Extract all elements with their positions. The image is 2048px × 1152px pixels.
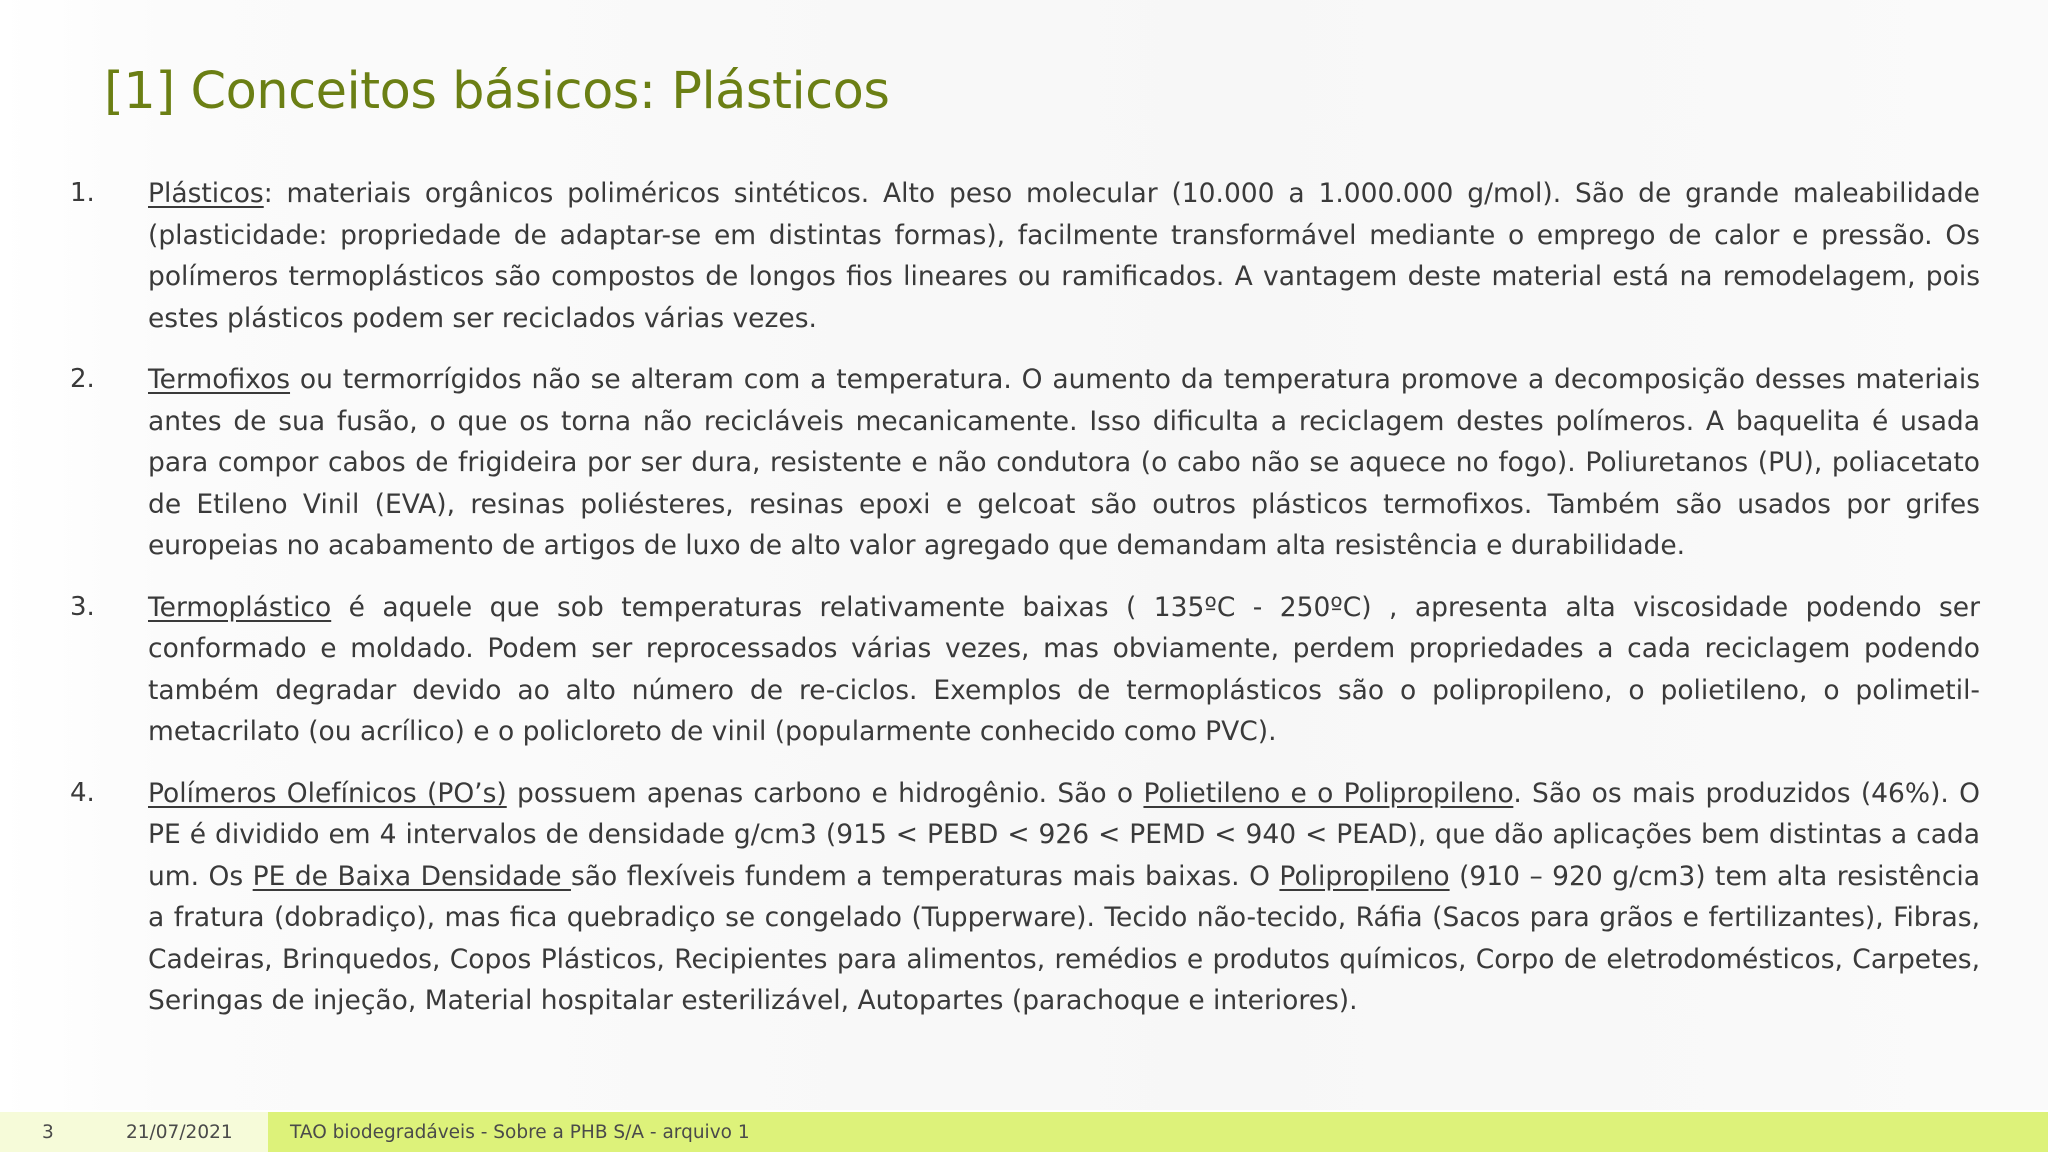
term-termoplastico: Termoplástico [148, 591, 332, 623]
term-pe-baixa-densidade: PE de Baixa Densidade [252, 860, 571, 892]
list-item [70, 359, 1980, 567]
term-termofixos: Termofixos [148, 364, 291, 395]
paragraph-text: são flexíveis fundem a temperaturas mais baixas. O [570, 860, 1280, 892]
list-number: 2. [70, 364, 95, 394]
slide-title: [1] Conceitos básicos: Plásticos [104, 62, 890, 121]
footer-page-number: 3 [42, 1122, 54, 1143]
footer-date: 21/07/2021 [126, 1122, 233, 1143]
paragraph-text: (910 – 920 g/cm3) tem alta resistência a fratura (dobradiço), mas fica quebradiço se congelado (Tupperware). Tecido não-tecido, Ráfia (Sacos para grãos e fertilizantes), Fibras, Cadeiras, Brinquedos, Copos Plásticos, Recipientes para alimentos, remédios e produtos químicos, Corpo de eletrodomésticos, Carpetes, Seringas de injeção, Material hospitalar esterilizável, Autopartes (parachoque e interiores). [148, 860, 1980, 1016]
paragraph-text: : materiais orgânicos poliméricos sintéticos. Alto peso molecular (10.000 a 1.000.000 g/mol). São de grande maleabilidade (plasticidade: propriedade de adaptar-se em distintas formas), facilmente transformável mediante o emprego de calor e pressão. Os polímeros termoplásticos são compostos de longos fios lineares ou ramificados. A vantagem deste material está na remodelagem, pois estes plásticos podem ser reciclados várias vezes. [148, 178, 1980, 334]
list-paragraph [148, 173, 1980, 339]
list-number: 1. [70, 178, 95, 208]
slide-footer [0, 1112, 2048, 1152]
term-polimeros-olefinicos: Polímeros Olefínicos (PO’s) [148, 777, 507, 809]
term-polipropileno: Polipropileno [1279, 860, 1450, 892]
list-item [70, 773, 1980, 1022]
list-paragraph [148, 773, 1980, 1022]
paragraph-text: . São os mais produzidos (46%). O PE é dividido em 4 intervalos de densidade g/cm3 (915 < PEBD < 926 < PEMD < 940 < PEAD), que dão aplicações bem distintas a cada um. Os [148, 777, 1981, 892]
numbered-list [70, 173, 1980, 1042]
list-paragraph [148, 587, 1980, 753]
list-item [70, 173, 1980, 339]
term-polietileno-polipropileno: Polietileno e o Polipropileno [1143, 777, 1514, 809]
paragraph-text: possuem apenas carbono e hidrogênio. São o [506, 777, 1144, 809]
paragraph-text: é aquele que sob temperaturas relativamente baixas ( 135ºC - 250ºC) , apresenta alta viscosidade podendo ser conformado e moldado. Podem ser reprocessados várias vezes, mas obviamente, perdem propriedades a cada reciclagem podendo também degradar devido ao alto número de re-ciclos. Exemplos de termoplásticos são o polipropileno, o polietileno, o polimetil-metacrilato (ou acrílico) e o policloreto de vinil (popularmente conhecido como PVC). [148, 591, 1980, 747]
footer-text: TAO biodegradáveis - Sobre a PHB S/A - arquivo 1 [290, 1122, 750, 1143]
paragraph-text: ou termorrígidos não se alteram com a temperatura. O aumento da temperatura promove a decomposição desses materiais antes de sua fusão, o que os torna não recicláveis mecanicamente. Isso dificulta a reciclagem destes polímeros. A baquelita é usada para compor cabos de frigideira por ser dura, resistente e não condutora (o cabo não se aquece no fogo). Poliuretanos (PU), poliacetato de Etileno Vinil (EVA), resinas poliésteres, resinas epoxi e gelcoat são outros plásticos termofixos. Também são usados por grifes europeias no acabamento de artigos de luxo de alto valor agregado que demandam alta resistência e durabilidade. [148, 364, 1980, 561]
list-number: 3. [70, 591, 95, 622]
list-paragraph [148, 359, 1980, 567]
term-plasticos: Plásticos [148, 178, 264, 209]
list-number: 4. [70, 777, 95, 808]
list-item [70, 587, 1980, 753]
